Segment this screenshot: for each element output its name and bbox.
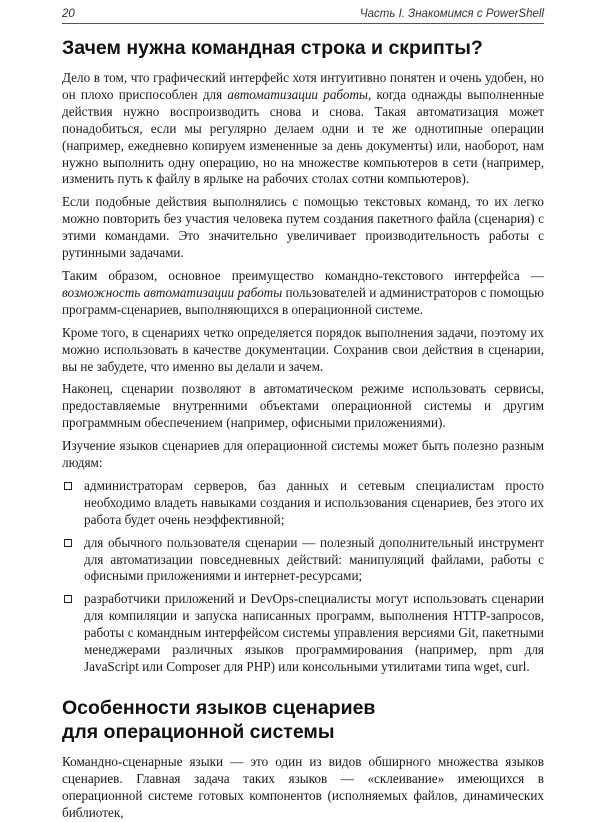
paragraph-text: Таким образом, основное преимущество командно-текстового интерфейса — bbox=[62, 267, 544, 283]
heading-line: Особенности языков сценариев bbox=[62, 696, 376, 719]
checkbox-bullet-icon bbox=[64, 595, 72, 603]
paragraph-batch-files: Если подобные действия выполнялись с помощью текстовых команд, то их легко можно повторить без участия человека путем создания пакетного файла (сценария) с этими командами. Это значительно увеличивает производительность работы с рутинными задачами. bbox=[62, 194, 544, 261]
list-item bbox=[62, 591, 544, 676]
emphasis-text: автоматизации работы bbox=[227, 86, 368, 102]
paragraph-text: Дело в том, что графический интерфейс хотя интуитивно понятен и очень удобен, но он плохо приспособлен для bbox=[62, 70, 544, 102]
paragraph-text: , когда однажды выполненные действия нужно воспроизводить снова и снова. Такая автоматизация может понадобиться, если мы регулярно делаем одни и те же однотипные операции (например, ежедневно копируем измененные за день документы) или, наоборот, нам нужно выполнить одну операцию, но на множестве компьютеров в сети (например, изменить путь к файлу в ярлыке на рабочих столах сотни компьютеров). bbox=[62, 86, 544, 187]
list-item-text: разработчики приложений и DevOps-специалисты могут использовать сценарии для компиляции и запуска написанных программ, выполнения HTTP-запросов, работы с командным интерфейсом системы управления версиями Git, пакетными менеджерами различных языков программирования (например, npm для JavaScript или Composer для PHP) или консольными утилитами типа wget, curl. bbox=[84, 591, 544, 674]
audience-list bbox=[62, 478, 544, 676]
paragraph-services: Наконец, сценарии позволяют в автоматическом режиме использовать сервисы, предоставляемые внутренними объектами операционной системы и другим программным обеспечением (например, офисными приложениями). bbox=[62, 381, 544, 431]
paragraph-audience-intro: Изучение языков сценариев для операционной системы может быть полезно разным людям: bbox=[62, 438, 544, 471]
checkbox-bullet-icon bbox=[64, 482, 72, 490]
heading-line: для операционной системы bbox=[62, 720, 335, 743]
list-item-text: для обычного пользователя сценарии — полезный дополнительный инструмент для автоматизации повседневных действий: манипуляций файлами, работы с офисными приложениями и интернет-ресурсами; bbox=[84, 534, 544, 584]
list-item bbox=[62, 535, 544, 586]
paragraph-text: пользователей и администраторов с помощью программ-сценариев, выполняющихся в операционной системе. bbox=[62, 284, 544, 317]
paragraph-gui-automation bbox=[62, 70, 544, 188]
chapter-title: Часть I. Знакомимся с PowerShell bbox=[359, 8, 544, 20]
checkbox-bullet-icon bbox=[64, 539, 72, 547]
paragraph-command-languages: Командно-сценарные языки — это один из видов обширного множества языков сценариев. Главная задача таких языков — «склеивание» имеющихся в операционной системе готовых компонентов (исполняемых файлов, динамических библиотек, bbox=[62, 753, 544, 820]
section-heading-why-cli: Зачем нужна командная строка и скрипты? bbox=[62, 37, 483, 59]
section-heading-script-features bbox=[62, 696, 544, 744]
list-item bbox=[62, 478, 544, 529]
page-number: 20 bbox=[62, 8, 75, 20]
paragraph-main-advantage bbox=[62, 268, 544, 319]
emphasis-text: возможность автоматизации работы bbox=[62, 284, 283, 300]
running-head bbox=[62, 0, 544, 24]
list-item-text: администраторам серверов, баз данных и сетевым специалистам просто необходимо владеть навыками создания и использования сценариев, без этого их работа будет очень неэффективной; bbox=[84, 477, 544, 527]
paragraph-documentation: Кроме того, в сценариях четко определяется порядок выполнения задачи, поэтому их можно использовать в качестве документации. Сохранив свои действия в сценарии, вы не забудете, что именно вы делали и зачем. bbox=[62, 324, 544, 374]
